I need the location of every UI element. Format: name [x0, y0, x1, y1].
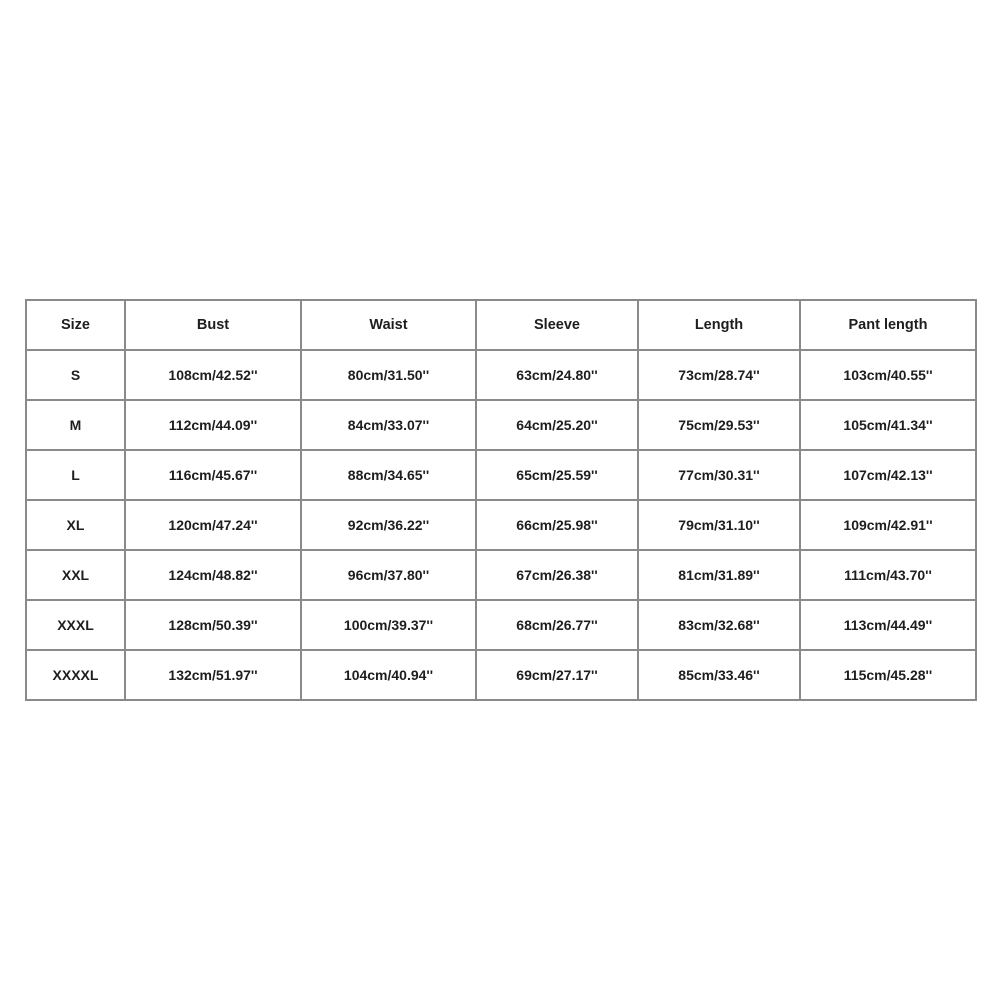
cell-size: XXXL [26, 600, 125, 650]
cell-size: M [26, 400, 125, 450]
cell-length: 85cm/33.46'' [638, 650, 800, 700]
header-pant-length: Pant length [800, 300, 976, 350]
cell-sleeve: 66cm/25.98'' [476, 500, 638, 550]
header-sleeve: Sleeve [476, 300, 638, 350]
cell-waist: 104cm/40.94'' [301, 650, 476, 700]
cell-waist: 80cm/31.50'' [301, 350, 476, 400]
cell-sleeve: 64cm/25.20'' [476, 400, 638, 450]
cell-size: XXL [26, 550, 125, 600]
cell-bust: 132cm/51.97'' [125, 650, 301, 700]
cell-size: XXXXL [26, 650, 125, 700]
cell-length: 75cm/29.53'' [638, 400, 800, 450]
table-row [26, 450, 976, 500]
table-row [26, 500, 976, 550]
cell-pant-length: 105cm/41.34'' [800, 400, 976, 450]
table-row [26, 650, 976, 700]
cell-waist: 92cm/36.22'' [301, 500, 476, 550]
cell-waist: 84cm/33.07'' [301, 400, 476, 450]
header-length: Length [638, 300, 800, 350]
cell-bust: 116cm/45.67'' [125, 450, 301, 500]
header-waist: Waist [301, 300, 476, 350]
cell-bust: 112cm/44.09'' [125, 400, 301, 450]
cell-waist: 88cm/34.65'' [301, 450, 476, 500]
cell-size: L [26, 450, 125, 500]
cell-size: S [26, 350, 125, 400]
cell-sleeve: 68cm/26.77'' [476, 600, 638, 650]
table-row [26, 550, 976, 600]
cell-pant-length: 109cm/42.91'' [800, 500, 976, 550]
header-bust: Bust [125, 300, 301, 350]
cell-size: XL [26, 500, 125, 550]
cell-bust: 120cm/47.24'' [125, 500, 301, 550]
cell-bust: 108cm/42.52'' [125, 350, 301, 400]
cell-bust: 128cm/50.39'' [125, 600, 301, 650]
cell-sleeve: 65cm/25.59'' [476, 450, 638, 500]
cell-pant-length: 113cm/44.49'' [800, 600, 976, 650]
cell-sleeve: 69cm/27.17'' [476, 650, 638, 700]
header-row [26, 300, 976, 350]
cell-pant-length: 111cm/43.70'' [800, 550, 976, 600]
size-chart-table [25, 299, 977, 701]
header-size: Size [26, 300, 125, 350]
table-row [26, 600, 976, 650]
table-row [26, 350, 976, 400]
cell-pant-length: 107cm/42.13'' [800, 450, 976, 500]
cell-bust: 124cm/48.82'' [125, 550, 301, 600]
cell-length: 79cm/31.10'' [638, 500, 800, 550]
cell-pant-length: 115cm/45.28'' [800, 650, 976, 700]
cell-waist: 96cm/37.80'' [301, 550, 476, 600]
cell-pant-length: 103cm/40.55'' [800, 350, 976, 400]
cell-length: 81cm/31.89'' [638, 550, 800, 600]
cell-length: 83cm/32.68'' [638, 600, 800, 650]
cell-length: 77cm/30.31'' [638, 450, 800, 500]
cell-sleeve: 67cm/26.38'' [476, 550, 638, 600]
cell-waist: 100cm/39.37'' [301, 600, 476, 650]
table-row [26, 400, 976, 450]
cell-sleeve: 63cm/24.80'' [476, 350, 638, 400]
cell-length: 73cm/28.74'' [638, 350, 800, 400]
